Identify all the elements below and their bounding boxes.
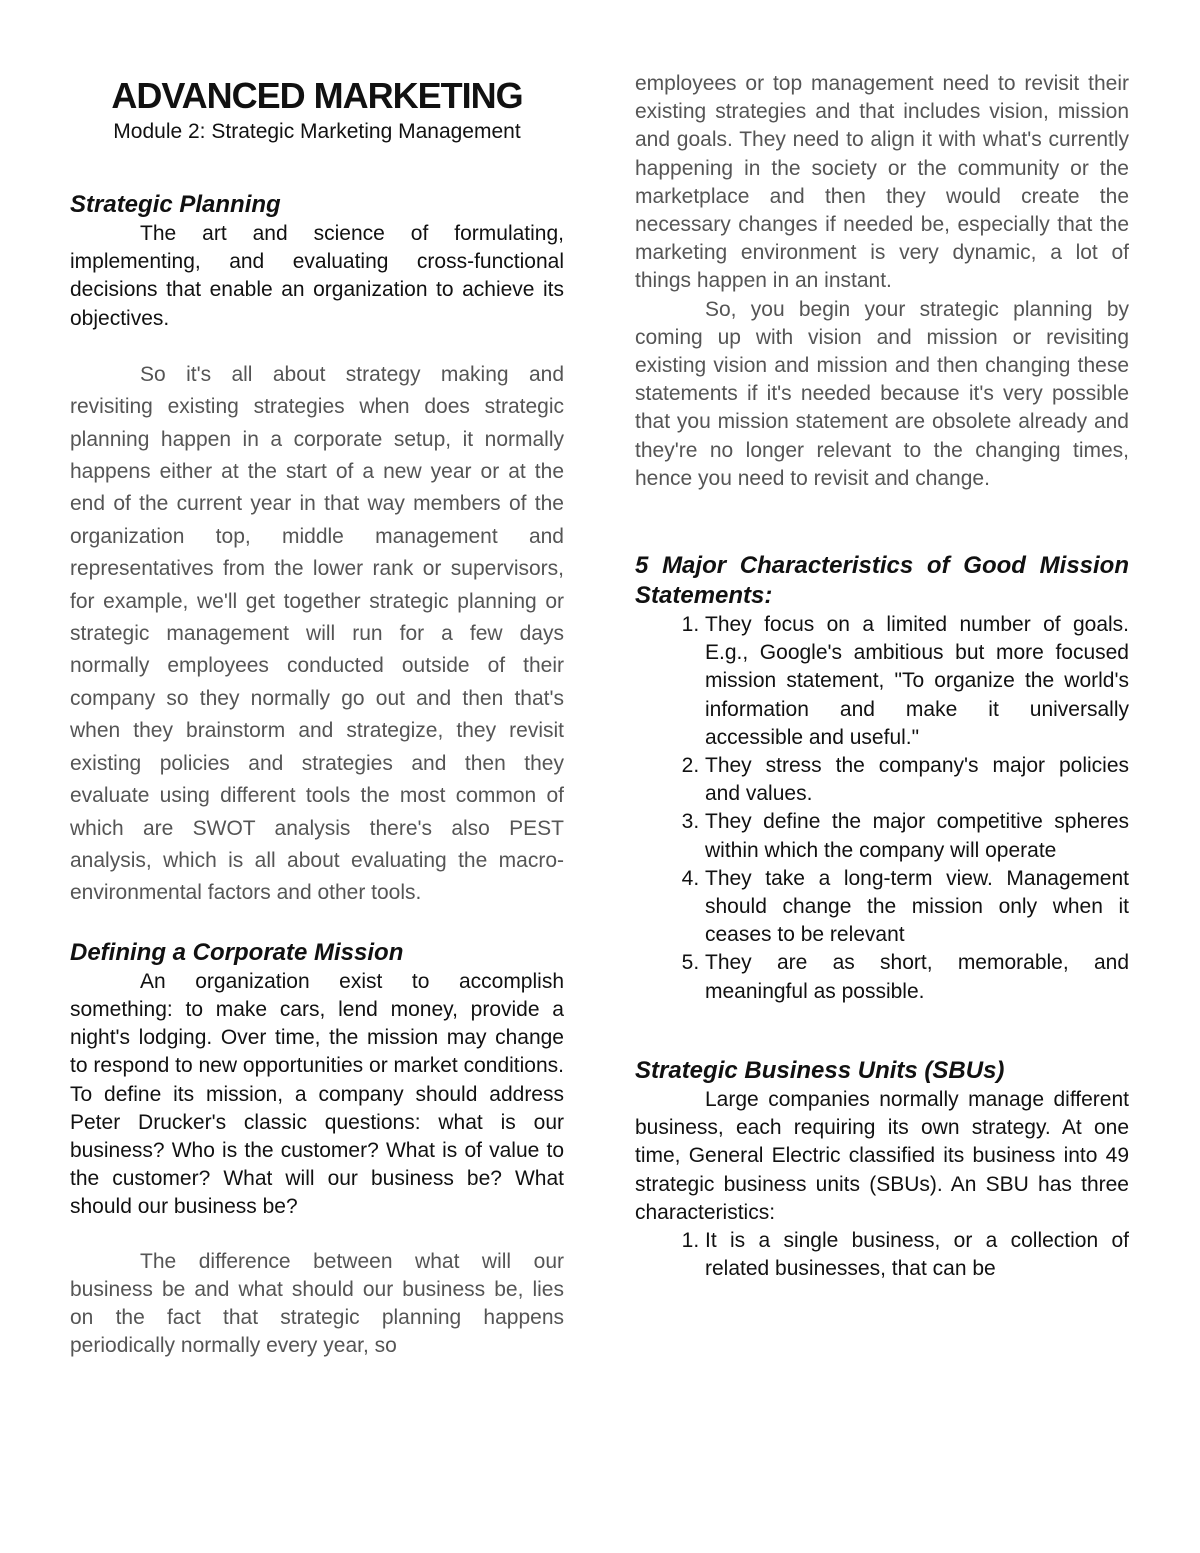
corporate-mission-heading: Defining a Corporate Mission xyxy=(70,938,404,966)
list-item: 5. They are as short, memorable, and meaningful as possible. xyxy=(705,949,1129,1005)
strategic-planning-notes: So it's all about strategy making and revisiting existing strategies when does strategic planning happen in a corporate setup, it normally happens either at the start of a new year or at the end of the current year in that way members of the organization top, middle management and representatives from the lower rank or supervisors, for example, we'll get together strategic planning or strategic management will run for a few days normally employees conducted outside of their company so they normally go out and then that's when they brainstorm and strategize, they revisit existing policies and strategies and then they evaluate using different tools the most common of which are SWOT analysis there's also PEST analysis, which is all about evaluating the macro-environmental factors and other tools. xyxy=(70,362,564,905)
sbu-heading: Strategic Business Units (SBUs) xyxy=(635,1056,1005,1084)
corporate-mission-notes-part2: employees or top management need to revisit their existing strategies and that includes vision, mission and goals. They need to align it with what's currently happening in the society or the community or the marketplace and then they would create the necessary changes if needed be, especially that the marketing environment is very dynamic, a lot of things happen in an instant. xyxy=(635,72,1129,293)
document-subtitle: Module 2: Strategic Marketing Management xyxy=(113,120,521,143)
list-item: 3. They define the major competitive spheres within which the company will operate xyxy=(705,808,1129,864)
characteristics-list xyxy=(635,611,1129,1006)
sbu-body: Large companies normally manage different business, each requiring its own strategy. At one time, General Electric classified its business into 49 strategic business units (SBUs). An SBU has three characteristics: xyxy=(635,1087,1129,1224)
document-title: ADVANCED MARKETING xyxy=(111,75,523,116)
strategic-planning-heading: Strategic Planning xyxy=(70,191,281,218)
left-column xyxy=(70,70,564,1360)
characteristics-heading: 5 Major Characteristics of Good Mission Statements: xyxy=(635,552,1129,610)
list-item: 2. They stress the company's major policies and values. xyxy=(705,752,1129,808)
corporate-mission-notes-part3: So, you begin your strategic planning by coming up with vision and mission or revisiting existing vision and mission and then changing these statements if it's needed because it's very possible that you mission statement are obsolete already and they're no longer relevant to the changing times, hence you need to revisit and change. xyxy=(635,297,1129,490)
sbu-list xyxy=(635,1227,1129,1283)
corporate-mission-body: An organization exist to accomplish something: to make cars, lend money, provide a night's lodging. Over time, the mission may change to respond to new opportunities or market conditions. To define its mission, a company should address Peter Drucker's classic questions: what is our business? Who is the customer? What is of value to the customer? What will our business be? What should our business be? xyxy=(70,969,564,1219)
list-item: 1. It is a single business, or a collection of related businesses, that can be xyxy=(705,1227,1129,1283)
strategic-planning-definition: The art and science of formulating, implementing, and evaluating cross-functional decisions that enable an organization to achieve its objectives. xyxy=(70,222,564,330)
corporate-mission-notes-part1: The difference between what will our business be and what should our business be, lies on the fact that strategic planning happens periodically normally every year, so xyxy=(70,1249,564,1358)
right-column xyxy=(635,70,1129,1283)
list-item: 4. They take a long-term view. Management should change the mission only when it ceases to be relevant xyxy=(705,865,1129,950)
list-item: 1. They focus on a limited number of goals. E.g., Google's ambitious but more focused mission statement, "To organize the world's information and make it universally accessible and useful." xyxy=(705,611,1129,752)
